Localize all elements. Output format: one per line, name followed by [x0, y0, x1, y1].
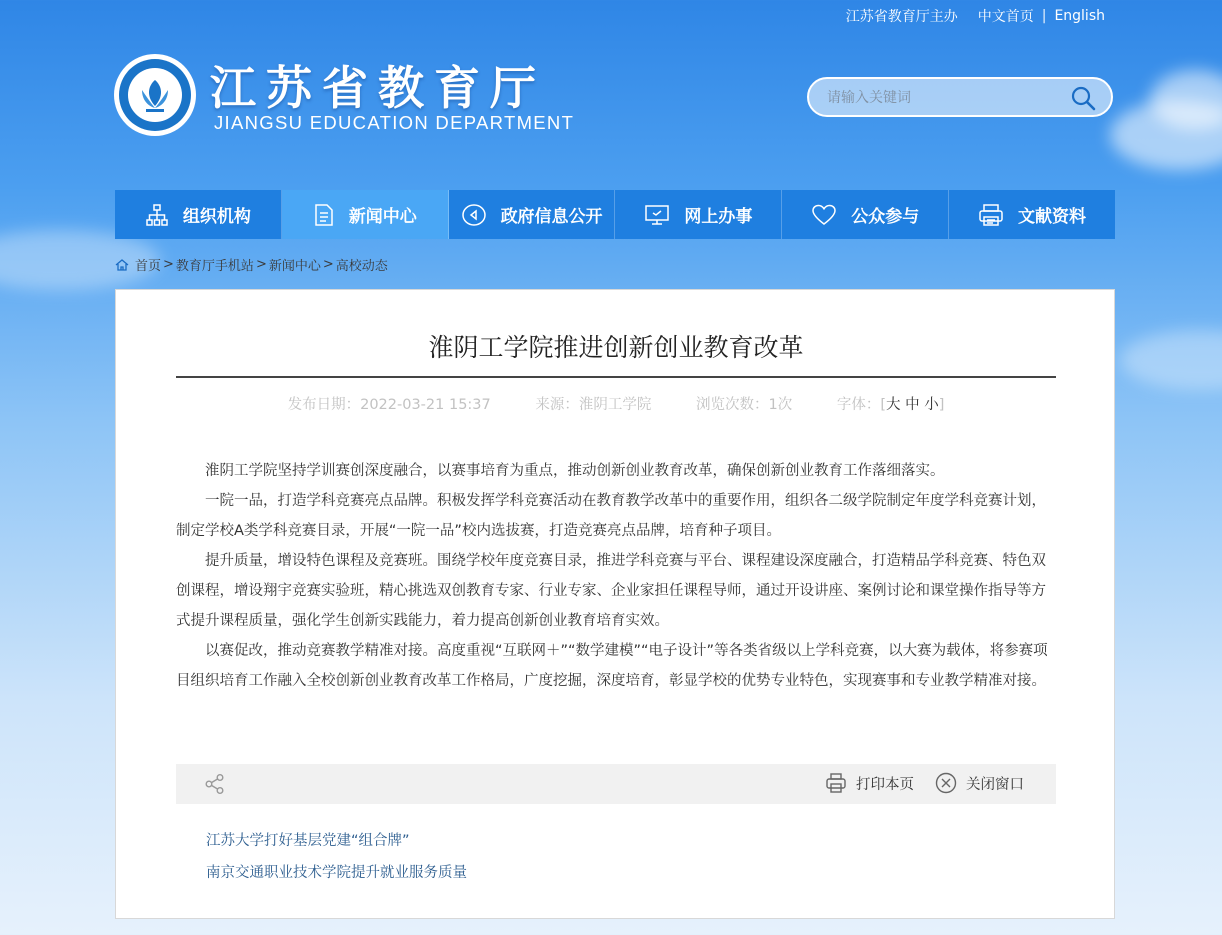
close-label: 关闭窗口: [966, 776, 1024, 793]
article-meta: [176, 393, 1056, 414]
breadcrumb-separator: >: [322, 257, 334, 272]
breadcrumb-mobile-site[interactable]: 教育厅手机站: [175, 259, 254, 274]
org-chart-icon: [145, 203, 169, 227]
heart-icon: [811, 203, 837, 227]
font-medium-button[interactable]: 中: [905, 397, 920, 413]
cloud-decoration: [1120, 330, 1222, 390]
nav-label: 政府信息公开: [500, 207, 603, 227]
related-article-link[interactable]: 江苏大学打好基层党建“组合牌”: [206, 833, 410, 849]
article-paragraph: 淮阴工学院坚持学训赛创深度融合，以赛事培育为重点，推动创新创业教育改革，确保创新创业教育工作落细落实。: [205, 463, 945, 479]
document-icon: [313, 203, 335, 227]
link-separator: |: [1041, 8, 1047, 24]
breadcrumb-university-news[interactable]: 高校动态: [335, 259, 388, 274]
chinese-home-link[interactable]: 中文首页: [977, 9, 1034, 25]
site-subtitle: JIANGSU EDUCATION DEPARTMENT: [214, 112, 575, 133]
close-icon: [935, 772, 957, 794]
font-size-control: 字体：[大 中 小]: [836, 397, 945, 413]
printer-icon: [978, 203, 1004, 227]
breadcrumb-news-center[interactable]: 新闻中心: [268, 259, 321, 274]
article-paragraph: 提升质量，增设特色课程及竞赛班。围绕学校年度竞赛目录，推进学科竞赛与平台、课程建设深度融合，打造精品学科竞赛、特色双创课程，增设翔宇竞赛实验班，精心挑选双创教育专家、行业专家、企业家担任课程导师，通过开设讲座、案例讨论和课堂操作指导等方式提升课程质量，强化学生创新实践能力，着力提高创新创业教育培育实效。: [176, 553, 1046, 629]
view-count: 浏览次数：1次: [695, 397, 793, 413]
print-label: 打印本页: [856, 776, 914, 793]
title-divider: [176, 376, 1056, 378]
related-articles: [206, 826, 467, 890]
main-nav: [115, 190, 1115, 239]
breadcrumb-separator: >: [163, 257, 174, 272]
article-paragraph: 以赛促改，推动竞赛教学精准对接。高度重视“互联网＋”“数学建模”“电子设计”等各类省级以上学科竞赛，以大赛为载体，将参赛项目组织培育工作融入全校创新创业教育改革工作格局，广度挖掘，深度培育，彰显学校的优势专业特色，实现赛事和专业教学精准对接。: [176, 643, 1048, 689]
home-icon[interactable]: [115, 258, 129, 272]
source: 来源：淮阴工学院: [535, 397, 652, 413]
share-icon[interactable]: [204, 773, 226, 799]
sponsor-text: 江苏省教育厅主办: [845, 9, 958, 25]
search-input[interactable]: [825, 87, 1069, 109]
article-paragraph: 一院一品，打造学科竞赛亮点品牌。积极发挥学科竞赛活动在教育教学改革中的重要作用，组织各二级学院制定年度学科竞赛计划，制定学校A类学科竞赛目录，开展“一院一品”校内选拔赛，打造竞赛亮点品牌，培育种子项目。: [176, 493, 1046, 539]
emblem-icon: [128, 68, 182, 122]
nav-item-news[interactable]: [282, 190, 449, 239]
print-icon: [825, 772, 847, 794]
nav-label: 网上办事: [684, 207, 753, 227]
search-box: [807, 77, 1113, 117]
nav-label: 文献资料: [1018, 207, 1087, 227]
article-panel: [115, 289, 1115, 919]
breadcrumb-separator: >: [255, 257, 267, 272]
nav-item-online-services[interactable]: [615, 190, 782, 239]
site-title: 江苏省教育厅: [210, 61, 546, 115]
monitor-icon: [644, 203, 670, 227]
print-button[interactable]: [825, 772, 914, 794]
nav-label: 新闻中心: [348, 207, 417, 227]
nav-item-documents[interactable]: [949, 190, 1115, 239]
arrow-circle-icon: [461, 203, 487, 227]
english-link[interactable]: English: [1054, 8, 1105, 24]
related-article-link[interactable]: 南京交通职业技术学院提升就业服务质量: [206, 865, 467, 881]
font-large-button[interactable]: 大: [886, 397, 901, 413]
search-icon[interactable]: [1069, 84, 1097, 116]
top-links: [846, 6, 1105, 26]
department-logo[interactable]: [114, 54, 196, 136]
nav-label: 组织机构: [182, 207, 251, 227]
font-small-button[interactable]: 小: [924, 397, 939, 413]
nav-item-public-participation[interactable]: [782, 190, 949, 239]
article-toolbar: [176, 764, 1056, 804]
article-title: 淮阴工学院推进创新创业教育改革: [428, 333, 804, 362]
article-body: [176, 456, 1056, 696]
close-window-button[interactable]: [935, 772, 1024, 794]
publish-date: 发布日期：2022-03-21 15:37: [287, 397, 491, 413]
nav-item-gov-info[interactable]: [449, 190, 616, 239]
breadcrumb: [115, 255, 388, 274]
nav-label: 公众参与: [851, 207, 920, 227]
nav-item-organization[interactable]: [115, 190, 282, 239]
breadcrumb-home[interactable]: 首页: [135, 259, 162, 274]
